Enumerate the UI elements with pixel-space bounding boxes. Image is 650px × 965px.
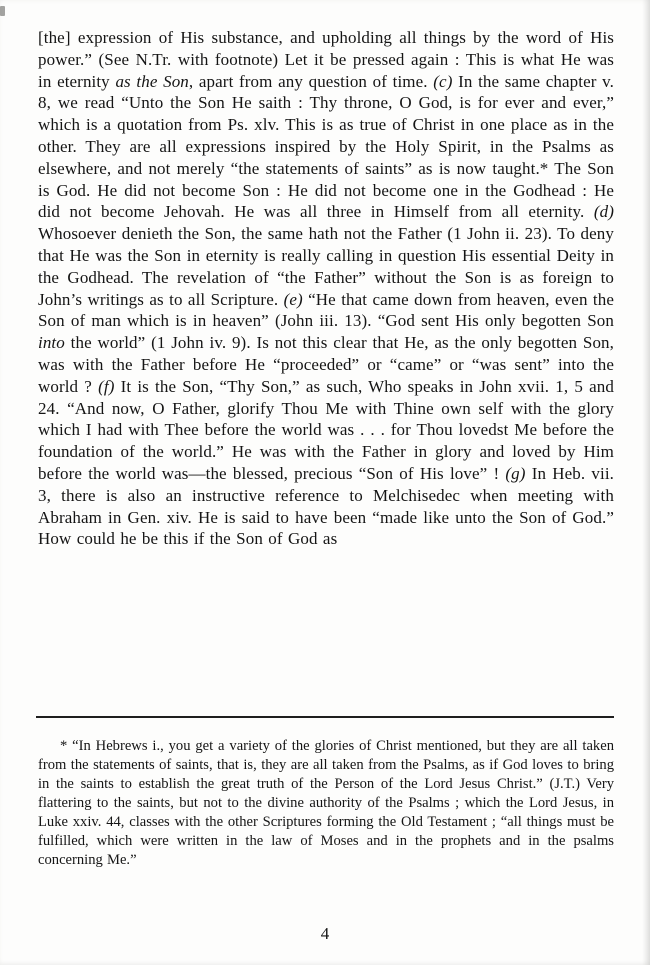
body-text-italic-segment: (f): [98, 376, 115, 396]
scan-artifact: [0, 6, 5, 16]
scan-edge-shadow: [642, 0, 650, 965]
footnote-text: * “In Hebrews i., you get a variety of the glories of Christ mentioned, but they are all taken from the statements of saints, that is, they are all taken from the Psalms, as if God loves to bring in the saints to establish the great truth of the Person of the Lord Jesus Christ.” (J.T.) Very flattering to the saints, but not to the divine authority of the Psalms ; which the Lord Jesus, in Luke xxiv. 44, classes with the other Scriptures forming the Old Testament ; “all things must be fulfilled, which were written in the law of Moses and in the prophets and in the psalms concerning Me.”: [38, 738, 614, 868]
body-text-segment: the world” (1 John iv. 9). Is not this clear that He, as the only begotten Son, was with the Father before He “proceeded” or “came” or “was sent” into the world ?: [38, 333, 614, 396]
body-text-italic-segment: into: [38, 333, 65, 353]
body-text-segment: Whosoever denieth the Son, the same hath not the Father (1 John ii. 23). To deny that He was the Son in eternity is really calling in question His essential Deity in the Godhead. The revelation of “the Father” without the Son is as foreign to John’s writings as to all Scripture.: [38, 224, 614, 309]
body-text-italic-segment: (e): [283, 289, 303, 309]
body-text-segment: In the same chapter v. 8, we read “Unto the Son He saith : Thy throne, O God, is for ever and ever,” which is a quotation from Ps. xlv. This is as true of Christ in one place as in the other. They are all expressions inspired by the Holy Spirit, in the Psalms as elsewhere, and not merely “the statements of saints” as is now taught.* The Son is God. He did not become Son : He did not become one in the Godhead : He did not become Jehovah. He was all three in Himself from all eternity.: [38, 71, 614, 222]
body-text-italic-segment: (g): [505, 463, 526, 483]
body-text-italic-segment: (c): [433, 71, 453, 91]
body-text-segment: , apart from any question of time.: [188, 71, 434, 91]
footnote-separator-rule: [36, 716, 614, 718]
body-text-italic-segment: (d): [593, 202, 614, 222]
body-text-segment: [the] expression of His substance, and upholding all things by the word of His power.” (See N.Tr. with footnote) Let it be pressed again : This is what He was in eternity: [38, 28, 614, 91]
page-number: 4: [320, 924, 330, 943]
body-text-segment: “He that came down from heaven, even the Son of man which is in heaven” (John iii. 13). “God sent His only begotten Son: [38, 289, 615, 331]
body-text-segment: It is the Son, “Thy Son,” as such, Who speaks in John xvii. 1, 5 and 24. “And now, O Father, glorify Thou Me with Thine own self with the glory which I had with Thee before the world was . . . for Thou lovedst Me before the foundation of the world.” He was with the Father in glory and loved by Him before the world was—the blessed, precious “Son of His love” !: [38, 376, 614, 483]
body-text-italic-segment: as the Son: [115, 71, 189, 91]
body-text-segment: In Heb. vii. 3, there is also an instructive reference to Melchisedec when meeting with Abraham in Gen. xiv. He is said to have been “made like unto the Son of God.” How could he be this if the Son of God as: [38, 463, 614, 549]
body-paragraph: [38, 27, 614, 550]
